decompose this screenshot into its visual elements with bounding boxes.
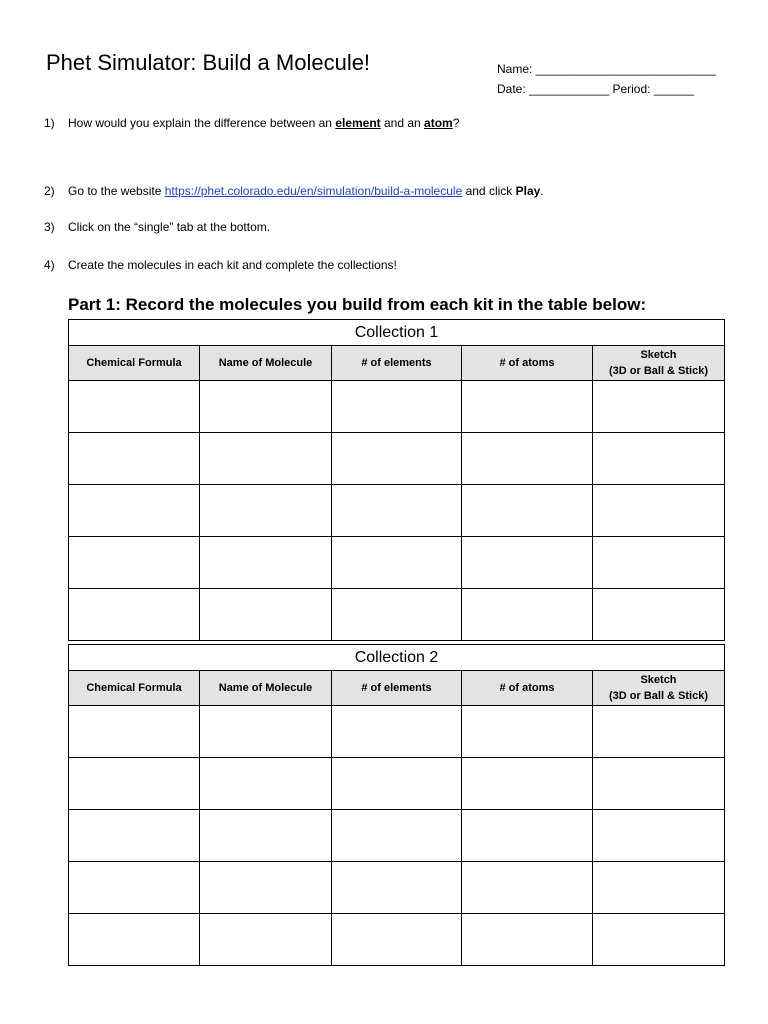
term-atom: atom — [424, 116, 453, 130]
page-title: Phet Simulator: Build a Molecule! — [46, 50, 371, 75]
answer-cell[interactable] — [593, 537, 725, 589]
answer-cell[interactable] — [69, 810, 200, 862]
answer-cell[interactable] — [69, 537, 200, 589]
answer-cell[interactable] — [200, 862, 332, 914]
answer-cell[interactable] — [332, 914, 462, 966]
answer-cell[interactable] — [200, 706, 332, 758]
answer-cell[interactable] — [200, 758, 332, 810]
phet-link[interactable]: https://phet.colorado.edu/en/simulation/build-a-molecule — [164, 184, 463, 198]
question-text: and click — [462, 184, 516, 198]
question-text: and an — [380, 116, 425, 130]
question-text: Create the molecules in each kit and complete the collections! — [68, 258, 397, 272]
column-headers — [69, 346, 725, 381]
collection-title: Collection 2 — [69, 645, 725, 671]
answer-cell[interactable] — [593, 706, 725, 758]
answer-cell[interactable] — [332, 589, 462, 641]
answer-cell[interactable] — [462, 589, 593, 641]
answer-cell[interactable] — [593, 433, 725, 485]
question-text: . — [540, 184, 544, 198]
part-1-heading: Part 1: Record the molecules you build from each kit in the table below: — [68, 295, 647, 314]
student-info — [497, 59, 716, 99]
answer-cell[interactable] — [462, 810, 593, 862]
question-number: 4) — [44, 258, 55, 272]
question-text: How would you explain the difference between an — [68, 116, 336, 130]
answer-cell[interactable] — [593, 810, 725, 862]
collection-1-table — [68, 319, 725, 641]
answer-cell[interactable] — [332, 485, 462, 537]
col-sketch-label: Sketch — [640, 349, 677, 361]
question-number: 3) — [44, 220, 55, 234]
answer-cell[interactable] — [200, 537, 332, 589]
date-label: Date: — [497, 82, 526, 96]
col-num-atoms: # of atoms — [462, 671, 593, 706]
question-text: Click on the “single” tab at the bottom. — [68, 220, 271, 234]
table-row — [69, 433, 725, 485]
answer-cell[interactable] — [69, 862, 200, 914]
question-number: 2) — [44, 184, 55, 198]
answer-cell[interactable] — [200, 381, 332, 433]
table-row — [69, 485, 725, 537]
table-row — [69, 381, 725, 433]
col-num-elements: # of elements — [332, 346, 462, 381]
answer-cell[interactable] — [462, 862, 593, 914]
col-sketch-label: Sketch — [640, 674, 677, 686]
col-num-elements: # of elements — [332, 671, 462, 706]
question-text: ? — [452, 116, 460, 130]
answer-cell[interactable] — [332, 810, 462, 862]
table-row — [69, 810, 725, 862]
col-sketch-sublabel: (3D or Ball & Stick) — [608, 365, 709, 377]
table-row — [69, 758, 725, 810]
answer-cell[interactable] — [69, 706, 200, 758]
col-sketch — [593, 346, 725, 381]
col-sketch-sublabel: (3D or Ball & Stick) — [608, 690, 709, 702]
name-label: Name: — [497, 62, 533, 76]
col-sketch — [593, 671, 725, 706]
answer-cell[interactable] — [593, 485, 725, 537]
answer-cell[interactable] — [332, 862, 462, 914]
collection-title: Collection 1 — [69, 320, 725, 346]
answer-cell[interactable] — [332, 433, 462, 485]
question-2 — [44, 183, 544, 199]
answer-cell[interactable] — [462, 537, 593, 589]
answer-cell[interactable] — [332, 758, 462, 810]
answer-cell[interactable] — [200, 589, 332, 641]
answer-cell[interactable] — [200, 433, 332, 485]
col-name-of-molecule: Name of Molecule — [200, 346, 332, 381]
answer-cell[interactable] — [200, 485, 332, 537]
col-chemical-formula: Chemical Formula — [69, 671, 200, 706]
name-line — [497, 59, 716, 79]
answer-cell[interactable] — [593, 862, 725, 914]
question-text: Go to the website — [68, 184, 165, 198]
answer-cell[interactable] — [593, 381, 725, 433]
col-chemical-formula: Chemical Formula — [69, 346, 200, 381]
question-4 — [44, 257, 397, 273]
answer-cell[interactable] — [200, 810, 332, 862]
answer-cell[interactable] — [200, 914, 332, 966]
table-row — [69, 589, 725, 641]
question-3 — [44, 219, 270, 235]
answer-cell[interactable] — [69, 381, 200, 433]
collection-2-table — [68, 644, 725, 966]
question-1 — [44, 115, 459, 131]
answer-cell[interactable] — [462, 914, 593, 966]
answer-cell[interactable] — [462, 758, 593, 810]
answer-cell[interactable] — [69, 485, 200, 537]
term-element: element — [335, 116, 381, 130]
period-field[interactable]: ______ — [653, 82, 694, 96]
answer-cell[interactable] — [462, 381, 593, 433]
table-row — [69, 914, 725, 966]
question-number: 1) — [44, 116, 55, 130]
answer-cell[interactable] — [593, 914, 725, 966]
col-name-of-molecule: Name of Molecule — [200, 671, 332, 706]
answer-cell[interactable] — [593, 589, 725, 641]
answer-cell[interactable] — [69, 433, 200, 485]
table-row — [69, 537, 725, 589]
table-row — [69, 706, 725, 758]
answer-cell[interactable] — [593, 758, 725, 810]
answer-cell[interactable] — [462, 706, 593, 758]
column-headers — [69, 671, 725, 706]
date-field[interactable]: ____________ — [529, 82, 610, 96]
answer-cell[interactable] — [332, 537, 462, 589]
play-word: Play — [515, 184, 541, 198]
answer-cell[interactable] — [69, 914, 200, 966]
answer-cell[interactable] — [462, 485, 593, 537]
period-label: Period: — [612, 82, 651, 96]
name-field[interactable]: ___________________________ — [535, 62, 716, 76]
answer-cell[interactable] — [332, 381, 462, 433]
answer-cell[interactable] — [332, 706, 462, 758]
answer-cell[interactable] — [69, 758, 200, 810]
table-row — [69, 862, 725, 914]
date-period-line — [497, 79, 716, 99]
answer-cell[interactable] — [462, 433, 593, 485]
answer-cell[interactable] — [69, 589, 200, 641]
col-num-atoms: # of atoms — [462, 346, 593, 381]
